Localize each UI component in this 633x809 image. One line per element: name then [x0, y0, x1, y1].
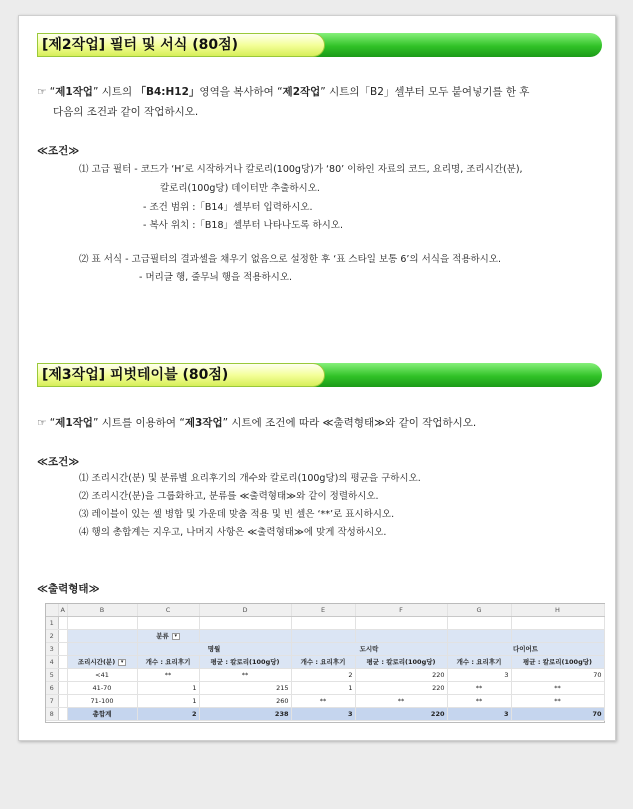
instruction-range-ref: 「B4:H12」 — [135, 86, 200, 98]
row-field-label: 조리시간(분) — [77, 658, 116, 666]
avg-cell[interactable]: 260 — [199, 694, 291, 707]
count-cell[interactable]: ** — [291, 694, 355, 707]
column-header-b[interactable]: B — [67, 604, 137, 616]
section3-condition-1: ⑴ 조리시간(분) 및 분류별 요리후기의 개수와 칼로리(100g당)의 평균을 구하시오. — [79, 473, 421, 484]
avg-cell[interactable]: ** — [511, 694, 604, 707]
filter-dropdown-icon[interactable]: ▾ — [172, 633, 180, 640]
column-header-f[interactable]: F — [355, 604, 447, 616]
section3-condition-3: ⑶ 레이블이 있는 셀 병합 및 가운데 맞춤 적용 및 빈 셀은 ‘**’로 표시하시오. — [79, 509, 395, 520]
measure-header[interactable]: 평균 : 칼로리(100g당) — [511, 655, 604, 668]
column-header-g[interactable]: G — [447, 604, 511, 616]
row-header[interactable]: 5 — [46, 668, 58, 681]
section2-instruction-line2: 다음의 조건과 같이 작업하시오. — [53, 106, 199, 118]
instruction-prefix: ☞ “ — [37, 417, 56, 429]
row-header[interactable]: 4 — [46, 655, 58, 668]
count-cell[interactable]: 1 — [137, 694, 199, 707]
avg-cell[interactable]: ** — [511, 681, 604, 694]
instruction-sheet-ref-1: 제1작업 — [55, 86, 93, 98]
column-field-cell[interactable] — [137, 629, 199, 642]
sheet-row-1 — [46, 616, 604, 629]
avg-cell[interactable]: ** — [355, 694, 447, 707]
group-header[interactable]: 명월 — [137, 642, 291, 655]
filter-dropdown-icon[interactable]: ▾ — [118, 659, 126, 666]
count-cell[interactable]: 3 — [447, 668, 511, 681]
column-field-label: 분류 — [156, 632, 169, 640]
output-form-heading: ≪출력형태≫ — [37, 583, 100, 595]
instruction-text-1: ” 시트의 — [92, 86, 136, 98]
section2-condition-2: ⑵ 표 서식 - 고급필터의 결과셀을 채우기 없음으로 설정한 후 ‘표 스타일 보통 6’의 서식을 적용하시오. — [79, 254, 502, 265]
total-avg-cell[interactable]: 238 — [199, 707, 291, 720]
row-header[interactable]: 8 — [46, 707, 58, 720]
total-avg-cell[interactable]: 220 — [355, 707, 447, 720]
sheet-row-2 — [46, 629, 604, 642]
measure-header[interactable]: 평균 : 칼로리(100g당) — [355, 655, 447, 668]
instruction-prefix: ☞ “ — [37, 86, 56, 98]
sheet-row-3 — [46, 642, 604, 655]
section3-condition-4: ⑷ 행의 총합계는 지우고, 나머지 사항은 ≪출력형태≫에 맞게 작성하시오. — [79, 527, 387, 538]
instruction-sheet-ref-2: 제3작업 — [184, 417, 223, 429]
section3-conditions-heading: ≪조건≫ — [37, 456, 80, 468]
select-all-corner[interactable] — [46, 604, 58, 616]
row-label[interactable]: 41-70 — [67, 681, 137, 694]
measure-header[interactable]: 개수 : 요리후기 — [447, 655, 511, 668]
section2-condition-range: - 조건 범위 :「B14」셀부터 입력하시오. — [143, 202, 313, 213]
pivot-data-row — [46, 668, 604, 681]
column-header-e[interactable]: E — [291, 604, 355, 616]
count-cell[interactable]: ** — [447, 694, 511, 707]
sheet-row-4 — [46, 655, 604, 668]
row-header[interactable]: 1 — [46, 616, 58, 629]
document-page — [18, 15, 616, 741]
total-count-cell[interactable]: 2 — [137, 707, 199, 720]
measure-header[interactable]: 평균 : 칼로리(100g당) — [199, 655, 291, 668]
row-header[interactable]: 6 — [46, 681, 58, 694]
column-header-row — [46, 604, 604, 616]
total-count-cell[interactable]: 3 — [291, 707, 355, 720]
section2-condition-copy: - 복사 위치 :「B18」셀부터 나타나도록 하시오. — [143, 220, 344, 231]
measure-header[interactable]: 개수 : 요리후기 — [291, 655, 355, 668]
section2-conditions-heading: ≪조건≫ — [37, 145, 80, 157]
count-cell[interactable]: 1 — [137, 681, 199, 694]
measure-header[interactable]: 개수 : 요리후기 — [137, 655, 199, 668]
pivot-table-sheet — [45, 603, 605, 723]
pivot-data-row — [46, 681, 604, 694]
count-cell[interactable]: 2 — [291, 668, 355, 681]
section2-condition-2-cont: - 머리글 행, 줄무늬 행을 적용하시오. — [139, 272, 293, 283]
total-count-cell[interactable]: 3 — [447, 707, 511, 720]
count-cell[interactable]: ** — [447, 681, 511, 694]
avg-cell[interactable]: 70 — [511, 668, 604, 681]
count-cell[interactable]: 1 — [291, 681, 355, 694]
section2-instruction — [37, 82, 605, 102]
instruction-sheet-ref-1: 제1작업 — [55, 417, 93, 429]
section3-instruction — [37, 413, 605, 433]
row-label[interactable]: <41 — [67, 668, 137, 681]
section2-condition-1-cont: 칼로리(100g당) 데이터만 추출하시오. — [160, 183, 320, 194]
pivot-data-row — [46, 694, 604, 707]
avg-cell[interactable]: 220 — [355, 668, 447, 681]
instruction-text-1: ” 시트를 이용하여 “ — [92, 417, 185, 429]
row-header[interactable]: 2 — [46, 629, 58, 642]
row-header[interactable]: 3 — [46, 642, 58, 655]
avg-cell[interactable]: ** — [199, 668, 291, 681]
instruction-text-2: 영역을 복사하여 “ — [199, 86, 283, 98]
column-header-d[interactable]: D — [199, 604, 291, 616]
instruction-text-3: ” 시트의「B2」셀부터 모두 붙여넣기를 한 후 — [320, 86, 530, 98]
column-header-c[interactable]: C — [137, 604, 199, 616]
row-header[interactable]: 7 — [46, 694, 58, 707]
group-header[interactable]: 도시락 — [291, 642, 447, 655]
total-avg-cell[interactable]: 70 — [511, 707, 604, 720]
avg-cell[interactable]: 215 — [199, 681, 291, 694]
instruction-text-2: ” 시트에 조건에 따라 ≪출력형태≫와 같이 작업하시오. — [222, 417, 477, 429]
column-header-h[interactable]: H — [511, 604, 604, 616]
row-label[interactable]: 71-100 — [67, 694, 137, 707]
row-field-cell[interactable] — [67, 655, 137, 668]
section2-condition-1: ⑴ 고급 필터 - 코드가 ‘H’로 시작하거나 칼로리(100g당)가 ‘80’ 이하인 자료의 코드, 요리명, 조리시간(분), — [79, 164, 523, 175]
section2-title-bar — [37, 33, 603, 59]
instruction-sheet-ref-2: 제2작업 — [282, 86, 321, 98]
avg-cell[interactable]: 220 — [355, 681, 447, 694]
pivot-total-row — [46, 707, 604, 720]
count-cell[interactable]: ** — [137, 668, 199, 681]
grand-total-label[interactable]: 총합계 — [67, 707, 137, 720]
section2-title: [제2작업] 필터 및 서식 (80점) — [37, 33, 325, 57]
group-header[interactable]: 다이어트 — [447, 642, 604, 655]
section3-condition-2: ⑵ 조리시간(분)을 그룹화하고, 분류를 ≪출력형태≫와 같이 정렬하시오. — [79, 491, 379, 502]
column-header-a[interactable]: A — [58, 604, 67, 616]
section3-title-bar — [37, 363, 603, 389]
section3-title: [제3작업] 피벗테이블 (80점) — [37, 363, 325, 387]
